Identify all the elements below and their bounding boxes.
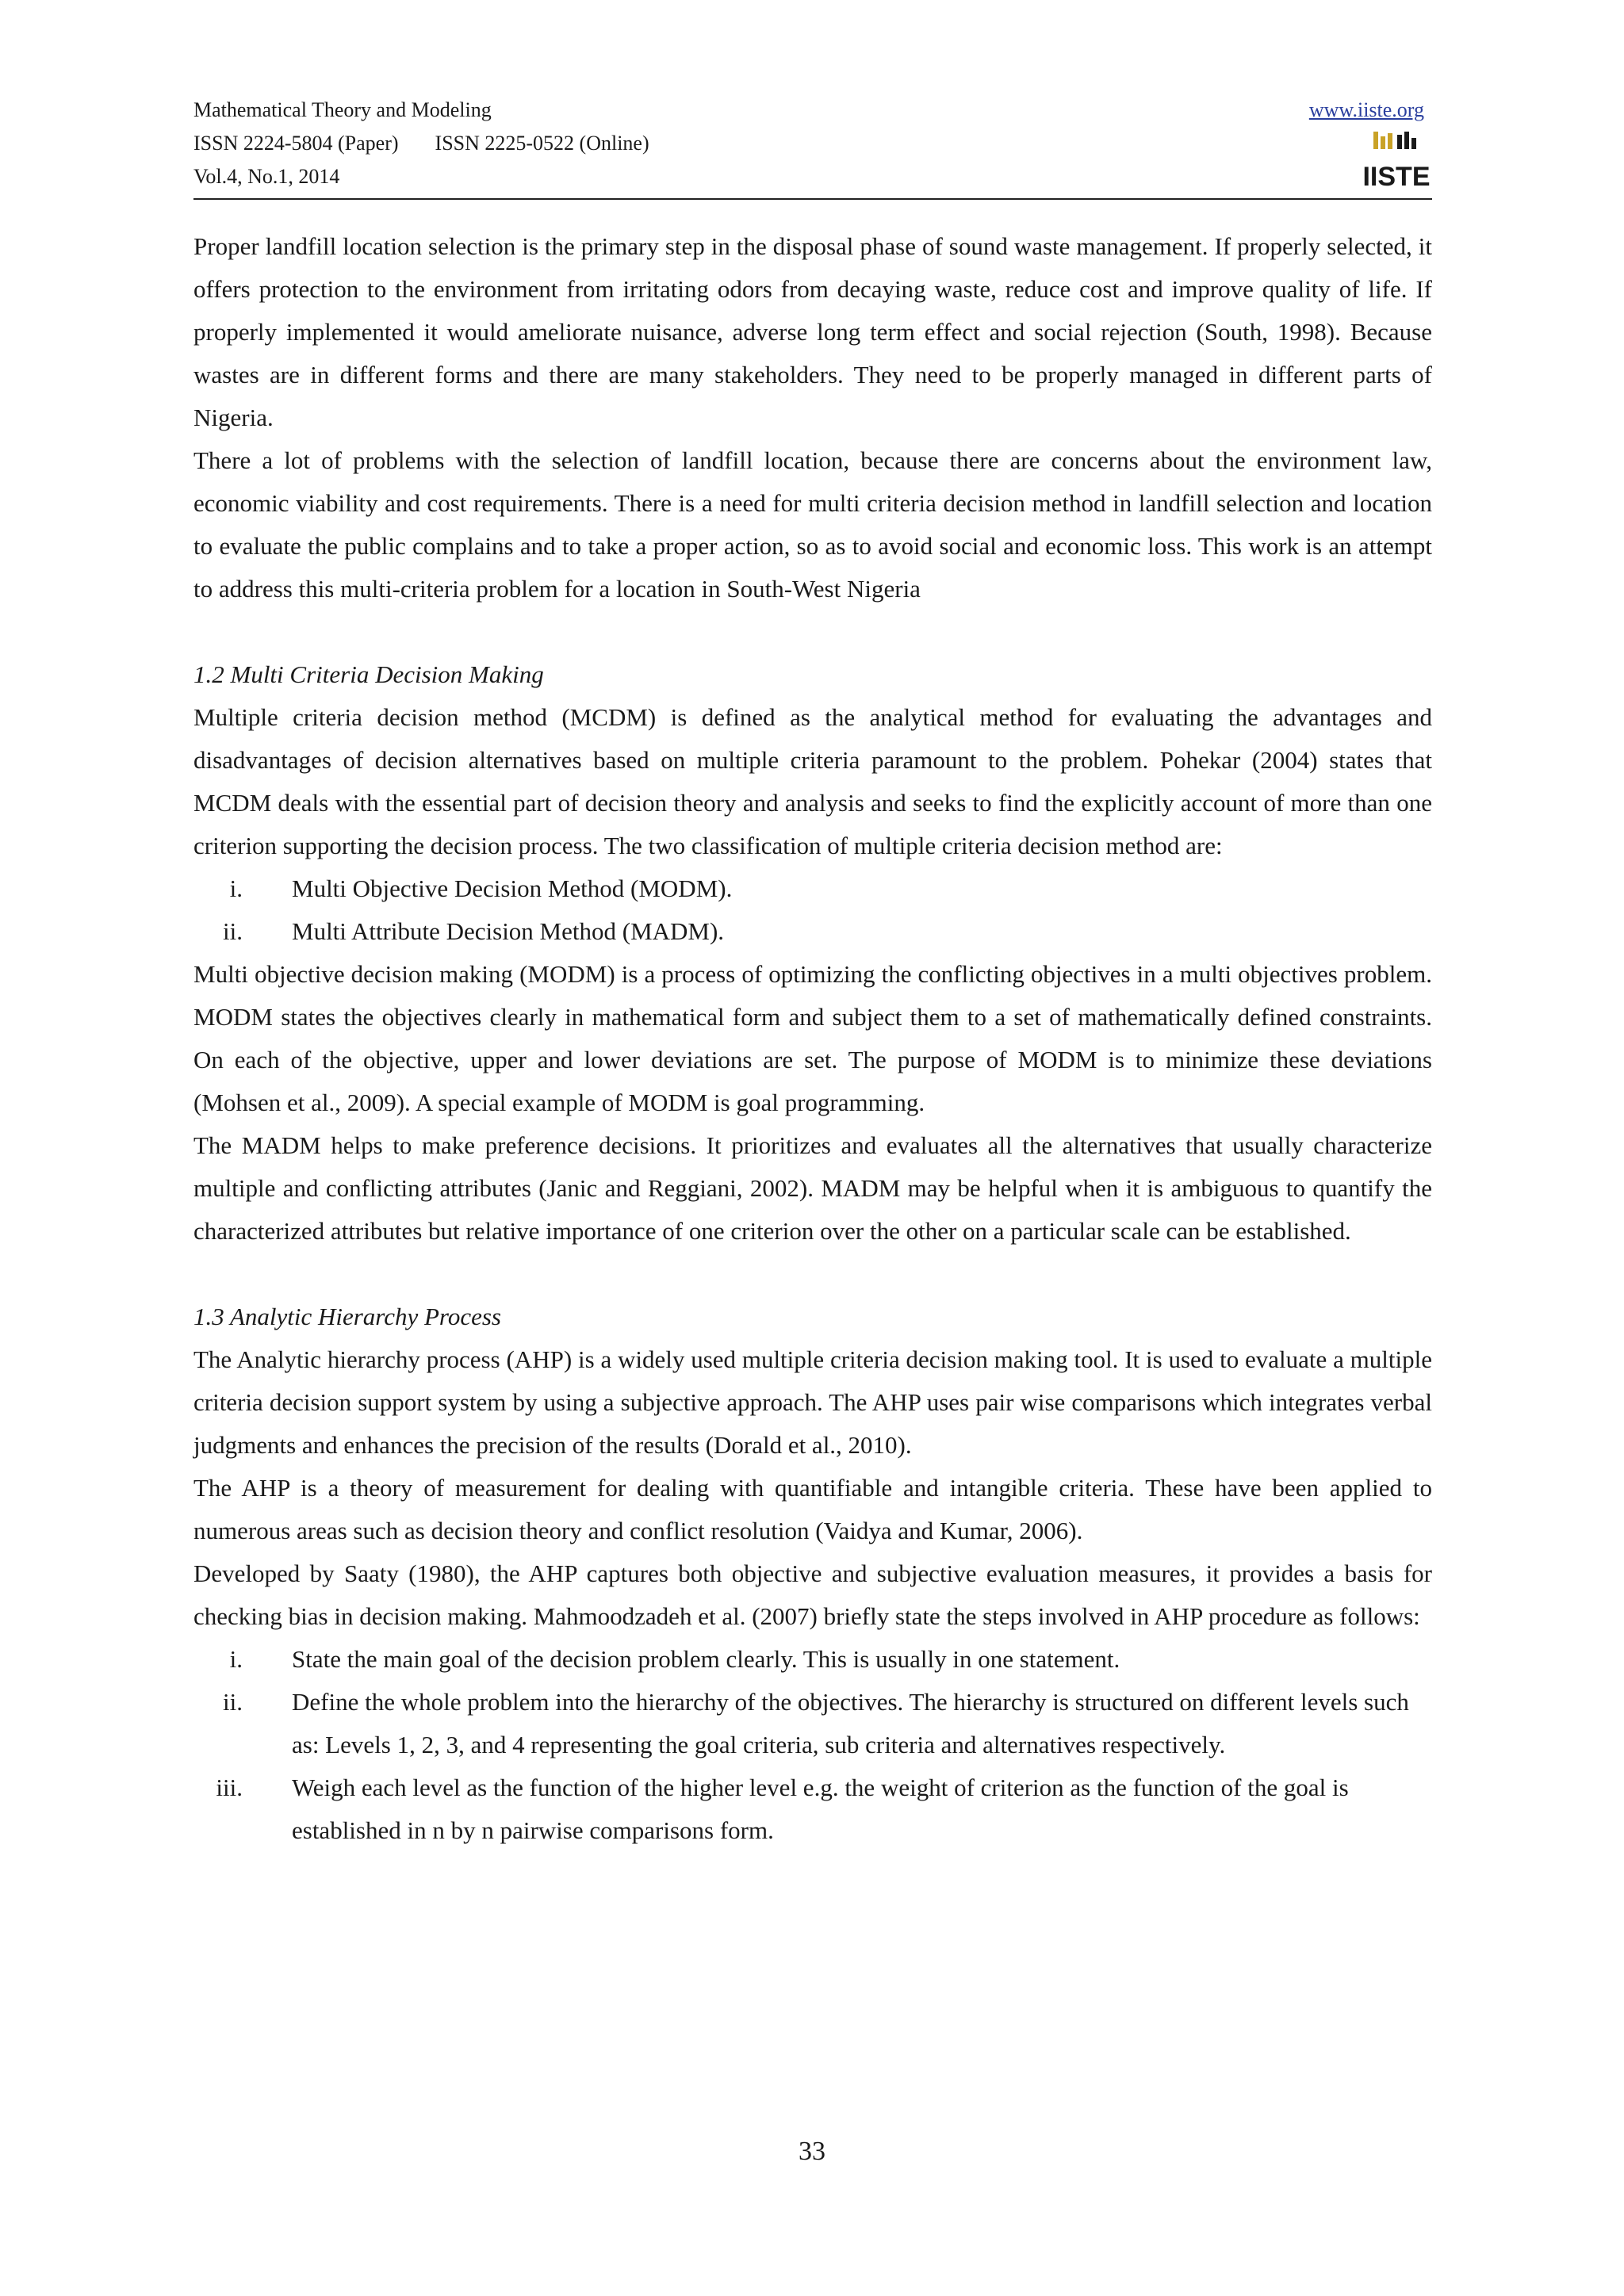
list-item: i. Multi Objective Decision Method (MODM).	[229, 874, 733, 902]
madm-paragraph: The MADM helps to make preference decisions. It prioritizes and evaluates all the alternatives that usually characterize multiple and conflicting attributes (Janic and Reggiani, 2002). MADM may be helpful when it is ambiguous to quantify the characterized attributes but relative importance of one criterion over the other on a particular scale can be established.	[193, 1131, 1432, 1245]
ahp-steps-list	[193, 1638, 1432, 1852]
mcdm-classification-list	[193, 867, 1432, 953]
page-body	[193, 225, 1432, 1852]
page-number: 33	[799, 2137, 825, 2166]
intro-paragraph-2: There a lot of problems with the selection of landfill location, because there are concerns about the environment law, economic viability and cost requirements. There is a need for multi criteria decision method in landfill selection and location to evaluate the public complains and to take a proper action, so as to avoid social and economic loss. This work is an attempt to address this multi-criteria problem for a location in South-West Nigeria	[193, 446, 1432, 603]
list-item: iii. Weigh each level as the function of the higher level e.g. the weight of criterion as the function of the goal is established in n by n pairwise comparisons form.	[216, 1774, 1349, 1844]
modm-paragraph: Multi objective decision making (MODM) is a process of optimizing the conflicting objectives in a multi objectives problem. MODM states the objectives clearly in mathematical form and subject them to a set of mathematically defined constraints. On each of the objective, upper and lower deviations are set. The purpose of MODM is to minimize these deviations (Mohsen et al., 2009). A special example of MODM is goal programming.	[193, 960, 1432, 1116]
issn-line	[193, 127, 1432, 160]
journal-title: Mathematical Theory and Modeling	[193, 98, 492, 121]
volume-line: Vol.4, No.1, 2014	[193, 165, 340, 188]
list-item: ii. Define the whole problem into the hierarchy of the objectives. The hierarchy is structured on different levels such as: Levels 1, 2, 3, and 4 representing the goal criteria, sub criteria and alternatives respectively.	[223, 1688, 1409, 1758]
ahp-paragraph-2: The AHP is a theory of measurement for dealing with quantifiable and intangible criteria. These have been applied to numerous areas such as decision theory and conflict resolution (Vaidya and Kumar, 2006).	[193, 1474, 1432, 1544]
ahp-paragraph-3: Developed by Saaty (1980), the AHP captures both objective and subjective evaluation measures, it provides a basis for checking bias in decision making. Mahmoodzadeh et al. (2007) briefly state the steps involved in AHP procedure as follows:	[193, 1559, 1432, 1630]
journal-url-link[interactable]: www.iiste.org	[1308, 98, 1424, 121]
logo-text: IISTE	[1362, 162, 1431, 192]
section-heading-1-3: 1.3 Analytic Hierarchy Process	[193, 1303, 501, 1330]
issn-paper: ISSN 2224-5804 (Paper)	[193, 132, 399, 155]
intro-paragraph-1: Proper landfill location selection is the primary step in the disposal phase of sound waste management. If properly selected, it offers protection to the environment from irritating odors from decaying waste, reduce cost and improve quality of life. If properly implemented it would ameliorate nuisance, adverse long term effect and social rejection (South, 1998). Because wastes are in different forms and there are many stakeholders. They need to be properly managed in different parts of Nigeria.	[193, 232, 1432, 431]
header-rule	[193, 198, 1432, 200]
section-heading-1-2: 1.2 Multi Criteria Decision Making	[193, 660, 544, 688]
list-item: ii. Multi Attribute Decision Method (MADM).	[223, 917, 725, 945]
mcdm-paragraph-1: Multiple criteria decision method (MCDM) is defined as the analytical method for evaluating the advantages and disadvantages of decision alternatives based on multiple criteria paramount to the problem. Pohekar (2004) states that MCDM deals with the essential part of decision theory and analysis and seeks to find the explicitly account of more than one criterion supporting the decision process. The two classification of multiple criteria decision method are:	[193, 703, 1432, 859]
ahp-paragraph-1: The Analytic hierarchy process (AHP) is a widely used multiple criteria decision making tool. It is used to evaluate a multiple criteria decision support system by using a subjective approach. The AHP uses pair wise comparisons which integrates verbal judgments and enhances the precision of the results (Dorald et al., 2010).	[193, 1345, 1432, 1459]
page-header	[193, 94, 1432, 198]
iiste-logo-icon	[1362, 130, 1431, 193]
issn-online: ISSN 2225-0522 (Online)	[435, 132, 649, 155]
list-item: i. State the main goal of the decision problem clearly. This is usually in one statement.	[229, 1645, 1120, 1673]
